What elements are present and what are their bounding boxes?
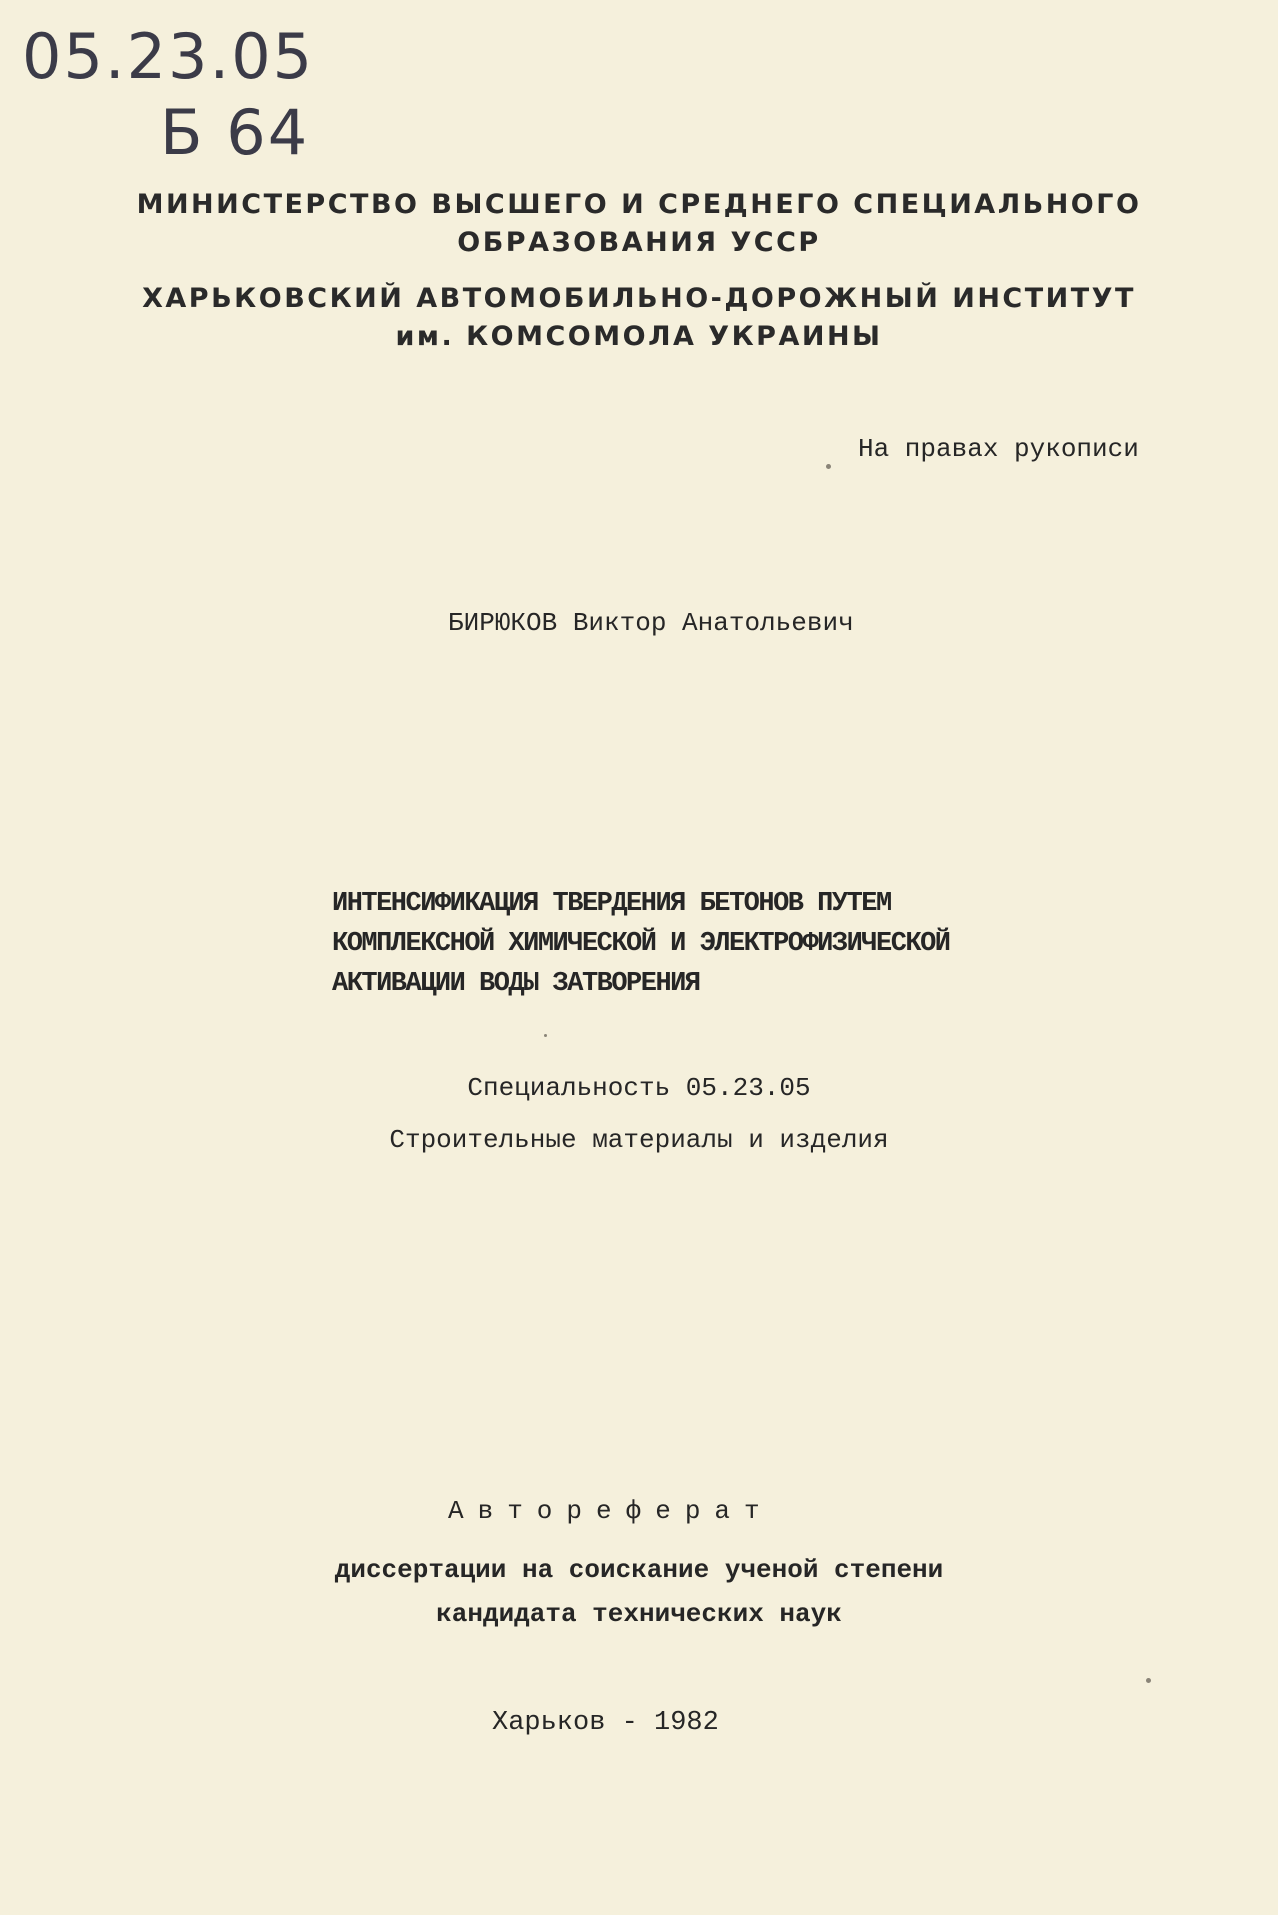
title-line-2: КОМПЛЕКСНОЙ ХИМИЧЕСКОЙ И ЭЛЕКТРОФИЗИЧЕСКОЙ	[332, 929, 950, 959]
institute-heading	[0, 280, 1278, 356]
specialty-code: Специальность 05.23.05	[467, 1073, 811, 1103]
ministry-heading	[0, 186, 1278, 262]
author-name: БИРЮКОВ Виктор Анатольевич	[448, 608, 854, 638]
abstract-line-2: кандидата технических наук	[436, 1599, 842, 1629]
title-line-3: АКТИВАЦИИ ВОДЫ ЗАТВОРЕНИЯ	[332, 969, 700, 999]
shelfmark-index: Б 64	[160, 96, 310, 169]
paper-speck	[1146, 1678, 1151, 1683]
ministry-line-1: МИНИСТЕРСТВО ВЫСШЕГО И СРЕДНЕГО СПЕЦИАЛЬНОГО	[136, 189, 1142, 220]
institute-line-2: им. КОМСОМОЛА УКРАИНЫ	[395, 321, 883, 352]
abstract-line-1: диссертации на соискание ученой степени	[334, 1555, 944, 1585]
shelfmark-code: 05.23.05	[22, 20, 315, 93]
place-and-year: Харьков - 1982	[492, 1708, 719, 1738]
abstract-heading: Автореферат	[448, 1496, 774, 1526]
institute-line-1: ХАРЬКОВСКИЙ АВТОМОБИЛЬНО-ДОРОЖНЫЙ ИНСТИТУТ	[142, 283, 1136, 314]
paper-speck	[826, 464, 831, 469]
title-line-1: ИНТЕНСИФИКАЦИЯ ТВЕРДЕНИЯ БЕТОНОВ ПУТЕМ	[332, 889, 891, 919]
specialty-name: Строительные материалы и изделия	[389, 1125, 889, 1155]
dissertation-title	[332, 884, 950, 1004]
paper-speck	[544, 1034, 547, 1037]
specialty-block	[0, 1062, 1278, 1166]
abstract-description	[0, 1548, 1278, 1636]
ministry-line-2: ОБРАЗОВАНИЯ УССР	[457, 227, 821, 258]
rights-notice: На правах рукописи	[858, 434, 1139, 464]
